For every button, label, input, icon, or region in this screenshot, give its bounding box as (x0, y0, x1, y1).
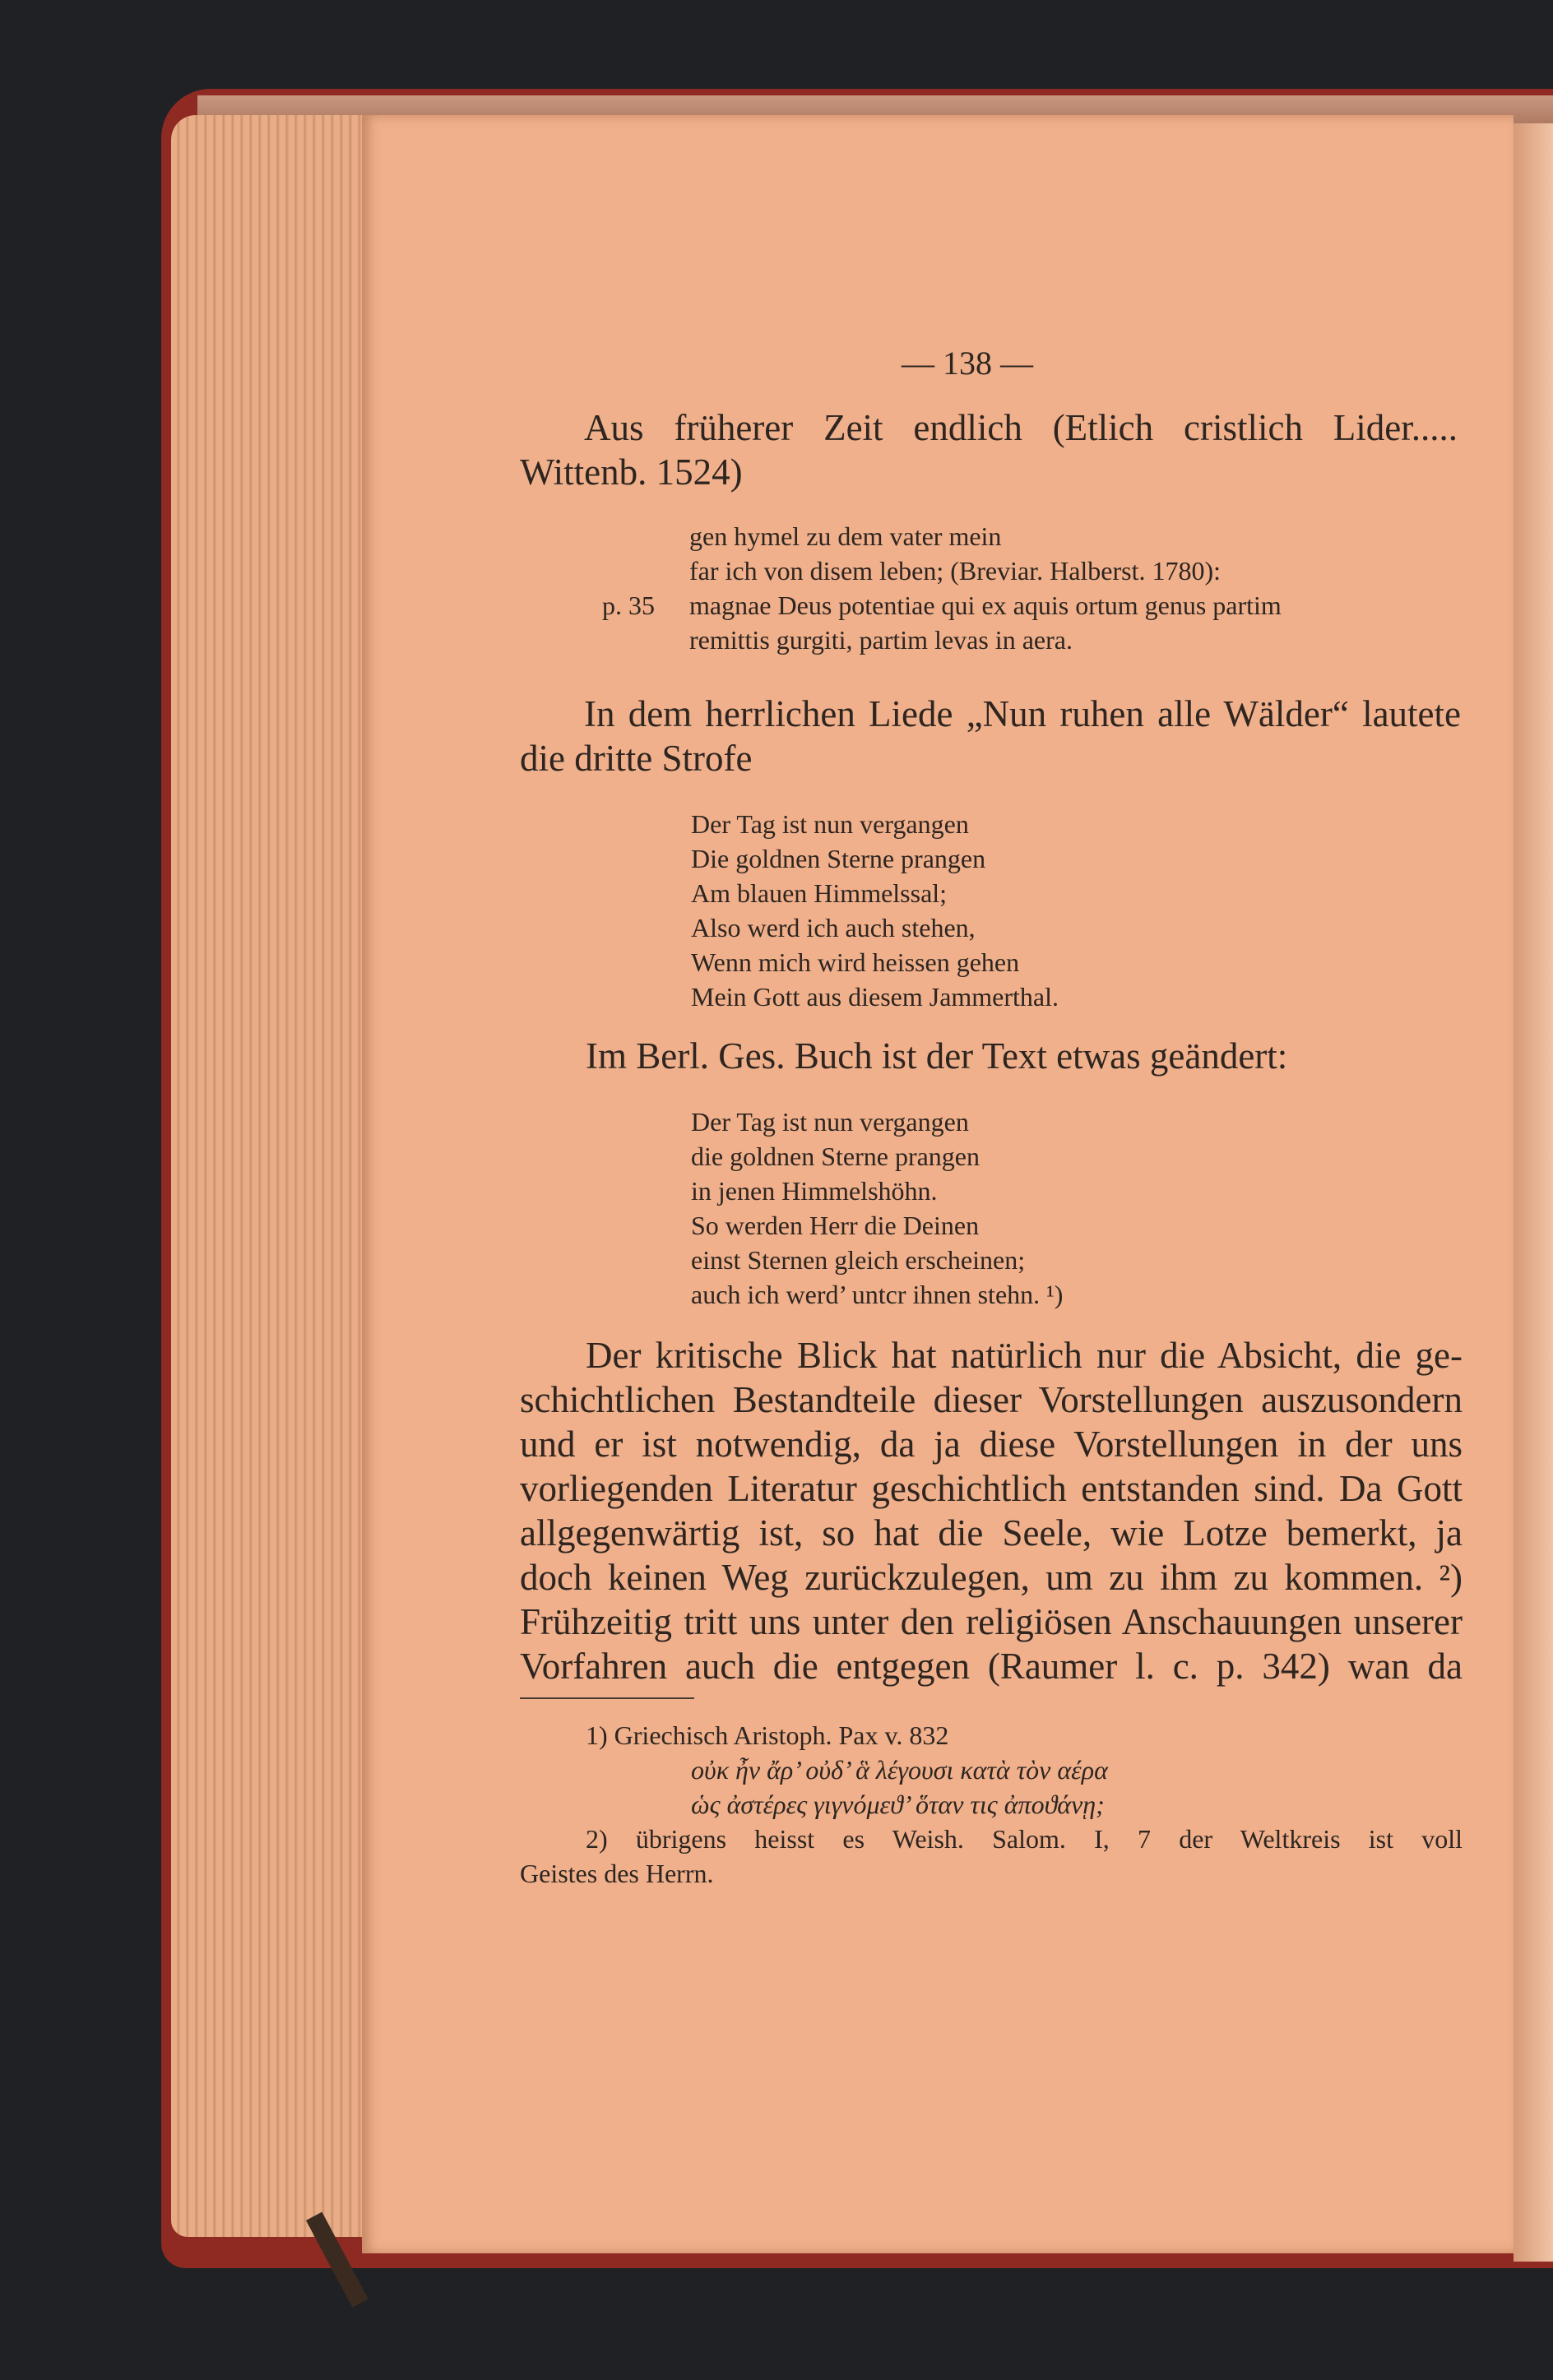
para1-line1: Aus früherer Zeit endlich (Etlich cristlich Lider..... (584, 407, 1458, 448)
verse2-line: einst Sternen gleich erscheinen; (691, 1245, 1026, 1275)
quote1-line2: far ich von disem leben; (Breviar. Halberst. 1780): (689, 556, 1222, 586)
footnote-2-line1: 2) übrigens heisst es Weish. Salom. I, 7 der Weltkreis ist voll (586, 1824, 1463, 1854)
para4-line: Frühzeitig tritt uns unter den religiösen Anschauungen unserer (520, 1601, 1463, 1642)
verse2-line: So werden Herr die Deinen (691, 1211, 980, 1240)
para4-line: Der kritische Blick hat natürlich nur die Absicht, die ge- (586, 1335, 1463, 1376)
footnote-rule (520, 1697, 694, 1699)
para1-line2: Wittenb. 1524) (520, 451, 743, 493)
para4-line: schichtlichen Bestandteile dieser Vorstellungen auszusondern (520, 1379, 1463, 1420)
verse2-line: die goldnen Sterne prangen (691, 1141, 980, 1171)
footnote-1-greek-line: ὡς ἀστέρες γιγνόμεϑ’ ὅταν τις ἀποϑάνῃ; (691, 1790, 1105, 1819)
para2-line2: die dritte Strofe (520, 738, 753, 779)
para2-line1: In dem herrlichen Liede „Nun ruhen alle Wälder“ lautete (584, 693, 1461, 734)
page-number: — 138 — (902, 345, 1033, 382)
para3: Im Berl. Ges. Buch ist der Text etwas geändert: (586, 1035, 1288, 1077)
para4-line: vorliegenden Literatur geschichtlich entstanden sind. Da Gott (520, 1468, 1463, 1509)
verse2-line: in jenen Himmelshöhn. (691, 1176, 938, 1206)
verse1-line: Am blauen Himmelssal; (691, 878, 948, 908)
quote1-line3: magnae Deus potentiae qui ex aquis ortum genus partim (689, 590, 1282, 620)
quote1-line4: remittis gurgiti, partim levas in aera. (689, 625, 1073, 655)
verse1-line: Wenn mich wird heissen gehen (691, 947, 1020, 977)
verse2-line: auch ich werd’ untcr ihnen stehn. ¹) (691, 1280, 1064, 1309)
para4-line: und er ist notwendig, da ja diese Vorstellungen in der uns (520, 1424, 1463, 1465)
footnote-1-greek-line: οὐκ ἦν ἄρ’ οὐδ’ ἃ λέγουσι κατὰ τὸν αέρα (691, 1755, 1108, 1785)
quote1-line1: gen hymel zu dem vater mein (689, 521, 1002, 551)
verse1-line: Also werd ich auch stehen, (691, 913, 976, 942)
footnote-1: 1) Griechisch Aristoph. Pax v. 832 (586, 1720, 949, 1750)
verse1-line: Mein Gott aus diesem Jammerthal. (691, 982, 1059, 1012)
quote1-marker: p. 35 (602, 590, 655, 620)
page-right-edge (1514, 123, 1553, 2262)
para4-line: allgegenwärtig ist, so hat die Seele, wie Lotze bemerkt, ja (520, 1512, 1463, 1553)
footnote-2-line2: Geistes des Herrn. (520, 1859, 714, 1888)
verse1-line: Die goldnen Sterne prangen (691, 844, 986, 873)
verse2-line: Der Tag ist nun vergangen (691, 1107, 969, 1137)
para4-line: Vorfahren auch die entgegen (Raumer l. c. p. 342) wan da (520, 1646, 1463, 1687)
para4-line: doch keinen Weg zurückzulegen, um zu ihm zu kommen. ²) (520, 1557, 1463, 1598)
page-stack (171, 115, 362, 2237)
verse1-line: Der Tag ist nun vergangen (691, 809, 969, 839)
